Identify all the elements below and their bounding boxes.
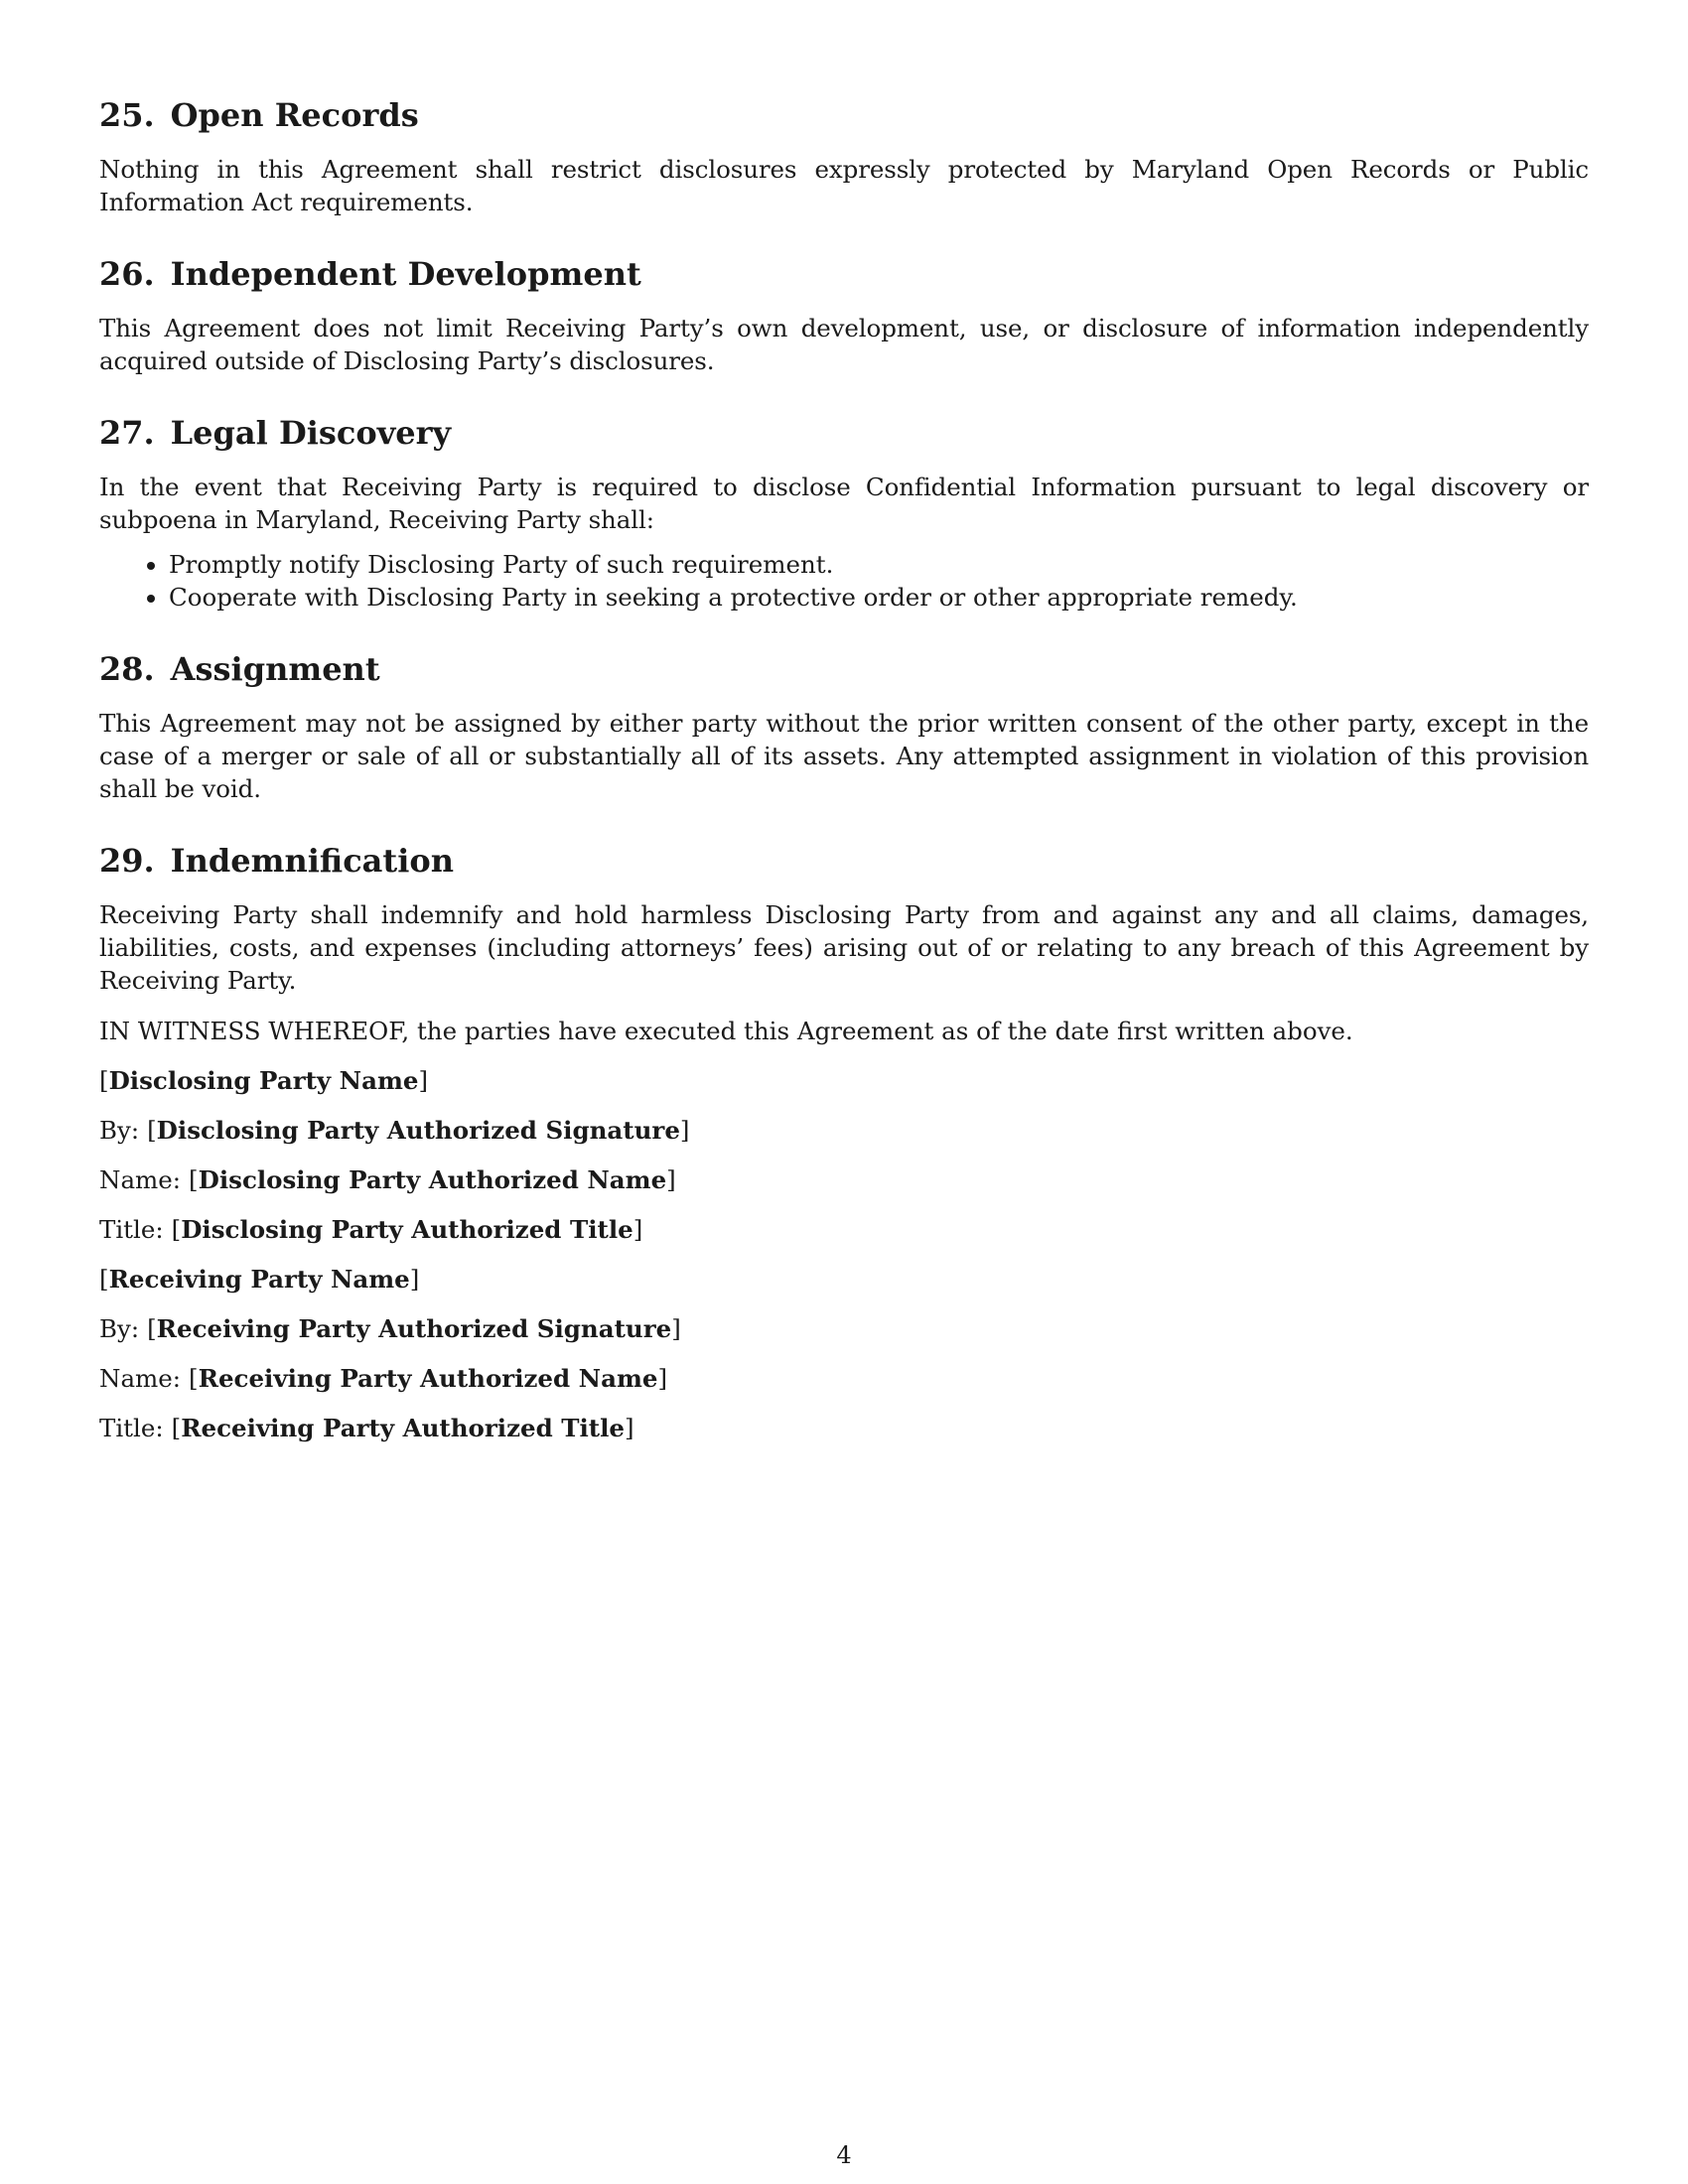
section-number: 29. — [99, 842, 155, 880]
receiving-party-name-line: [Receiving Party Name] — [99, 1265, 420, 1294]
name-label: Name: — [99, 1364, 182, 1393]
receiving-authorized-title: Receiving Party Authorized Title — [181, 1414, 626, 1442]
disclosing-authorized-name: Disclosing Party Authorized Name — [198, 1165, 667, 1194]
receiving-party-name: Receiving Party Name — [108, 1265, 410, 1294]
by-label: By: — [99, 1116, 140, 1145]
document-page — [99, 95, 1589, 1444]
section-number: 27. — [99, 414, 155, 452]
title-label: Title: — [99, 1414, 164, 1442]
section-number: 25. — [99, 96, 155, 134]
receiving-authorized-name: Receiving Party Authorized Name — [198, 1364, 658, 1393]
section-title: Indemnification — [170, 842, 454, 880]
section-heading — [99, 254, 1589, 294]
receiving-title-line: Title: [Receiving Party Authorized Title] — [99, 1414, 634, 1442]
by-label: By: — [99, 1314, 140, 1343]
disclosing-party-name: Disclosing Party Name — [108, 1066, 419, 1095]
disclosing-title-line: Title: [Disclosing Party Authorized Title] — [99, 1215, 643, 1244]
section-legal-discovery — [99, 413, 1589, 614]
section-title: Independent Development — [170, 255, 641, 293]
title-label: Title: — [99, 1215, 164, 1244]
section-number: 26. — [99, 255, 155, 293]
disclosing-by-line: By: [Disclosing Party Authorized Signature] — [99, 1116, 690, 1145]
disclosing-name-line: Name: [Disclosing Party Authorized Name] — [99, 1165, 676, 1194]
section-body: Nothing in this Agreement shall restrict disclosures expressly protected by Maryland Open Records or Public Information Act requirements. — [99, 155, 1589, 216]
section-assignment — [99, 649, 1589, 805]
list-item: • Promptly notify Disclosing Party of such requirement. — [169, 548, 1589, 581]
section-heading — [99, 413, 1589, 453]
list-item: • Cooperate with Disclosing Party in seeking a protective order or other appropriate remedy. — [169, 581, 1589, 614]
disclosing-party-name-line: [Disclosing Party Name] — [99, 1066, 429, 1095]
receiving-name-line: Name: [Receiving Party Authorized Name] — [99, 1364, 668, 1393]
page-number: 4 — [836, 2141, 852, 2169]
section-body: This Agreement may not be assigned by either party without the prior written consent of the other party, except in the case of a merger or sale of all or substantially all of its assets. Any attempted assignment in violation of this provision shall be void. — [99, 709, 1589, 803]
disclosing-signature-block — [99, 1064, 1589, 1246]
section-independent-development — [99, 254, 1589, 377]
section-title: Open Records — [170, 96, 419, 134]
name-label: Name: — [99, 1165, 182, 1194]
section-indemnification — [99, 841, 1589, 997]
receiving-by-line: By: [Receiving Party Authorized Signature] — [99, 1314, 681, 1343]
receiving-signature: Receiving Party Authorized Signature — [156, 1314, 672, 1343]
section-heading — [99, 649, 1589, 689]
section-body: Receiving Party shall indemnify and hold harmless Disclosing Party from and against any and all claims, damages, liabilities, costs, and expenses (including attorneys’ fees) arising out of or relating to any breach of this Agreement by Receiving Party. — [99, 900, 1589, 995]
section-body: In the event that Receiving Party is required to disclose Confidential Information pursuant to legal discovery or subpoena in Maryland, Receiving Party shall: — [99, 473, 1589, 534]
disclosing-authorized-title: Disclosing Party Authorized Title — [181, 1215, 633, 1244]
bullet-list — [99, 548, 1589, 614]
disclosing-signature: Disclosing Party Authorized Signature — [156, 1116, 680, 1145]
receiving-signature-block — [99, 1263, 1589, 1444]
section-body: This Agreement does not limit Receiving Party’s own development, use, or disclosure of information independently acquired outside of Disclosing Party’s disclosures. — [99, 314, 1589, 375]
section-heading — [99, 95, 1589, 135]
section-title: Assignment — [170, 650, 380, 688]
section-title: Legal Discovery — [170, 414, 452, 452]
section-heading — [99, 841, 1589, 881]
witness-clause: IN WITNESS WHEREOF, the parties have executed this Agreement as of the date first written above. — [99, 1017, 1353, 1045]
section-open-records — [99, 95, 1589, 218]
section-number: 28. — [99, 650, 155, 688]
